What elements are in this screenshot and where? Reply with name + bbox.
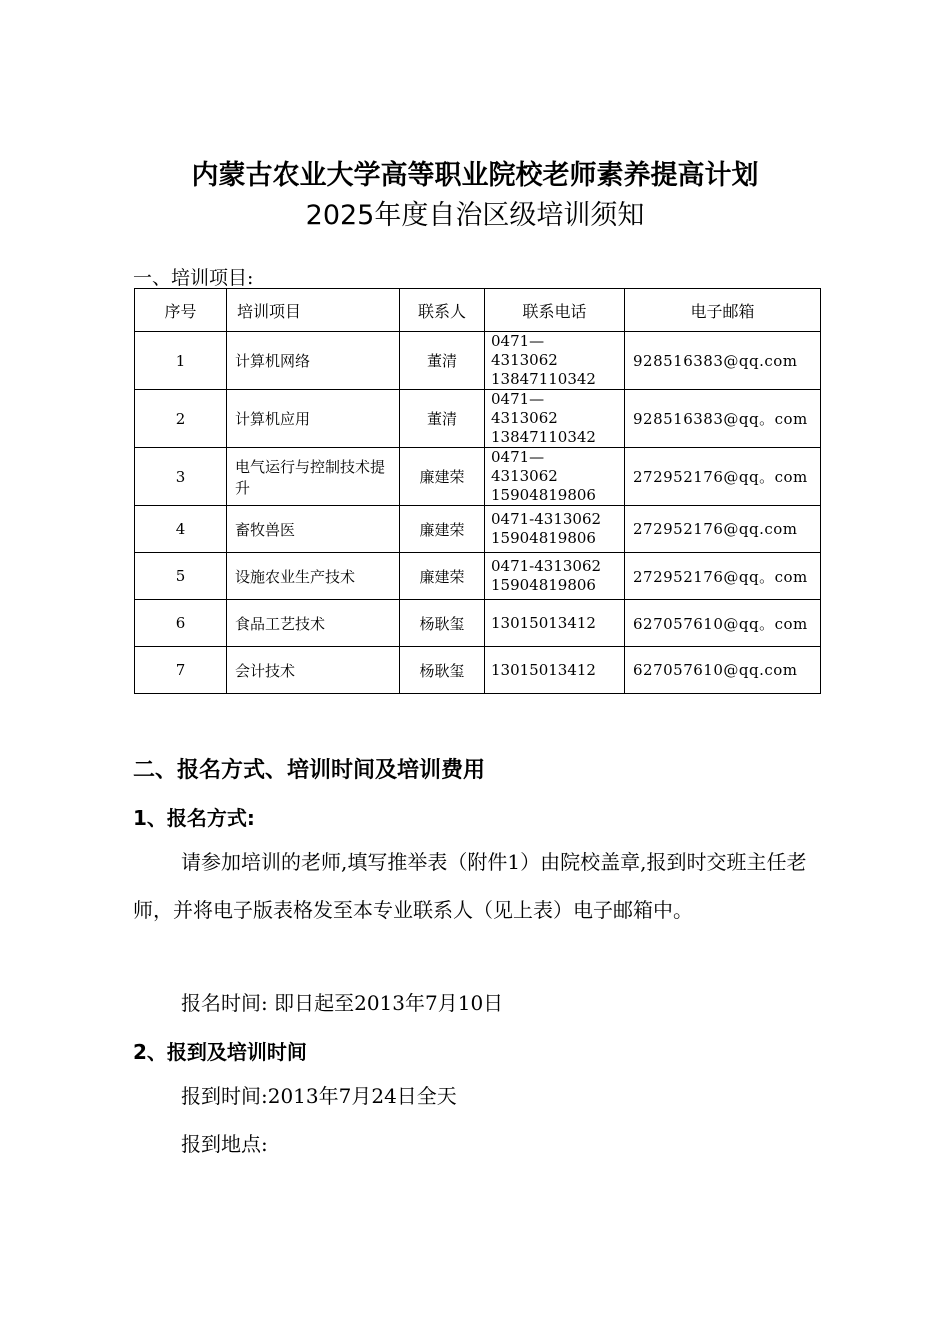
cell-no (135, 332, 227, 390)
cell-project (227, 332, 400, 390)
cell-phone (485, 600, 625, 647)
header-contact: 联系人 (400, 289, 485, 332)
cell-contact-text: 廉建荣 (419, 567, 465, 586)
cell-email (625, 448, 821, 506)
cell-no-text: 7 (175, 661, 186, 679)
table-row (135, 553, 821, 600)
cell-project (227, 390, 400, 448)
cell-email-text: 627057610@qq。com (633, 614, 808, 633)
cell-contact-text: 董清 (426, 352, 457, 370)
cell-phone-text: 0471— (491, 332, 545, 350)
cell-contact (400, 600, 485, 647)
table-row (135, 506, 821, 553)
document-title: 内蒙古农业大学高等职业院校老师素养提高计划 (191, 160, 759, 191)
cell-no-text: 3 (175, 467, 186, 486)
cell-email-text: 272952176@qq.com (633, 520, 798, 538)
cell-project (227, 448, 400, 506)
cell-phone-text: 0471— (491, 390, 545, 408)
cell-contact (400, 448, 485, 506)
cell-no (135, 506, 227, 553)
signup-time: 报名时间: 即日起至2013年7月10日 (181, 991, 504, 1015)
document-subtitle: 2025年度自治区级培训须知 (305, 200, 645, 231)
cell-no (135, 553, 227, 600)
header-email: 电子邮箱 (625, 289, 821, 332)
cell-project-text: 电气运行与控制技术提升 (235, 457, 386, 497)
cell-project (227, 600, 400, 647)
cell-no-text: 5 (175, 567, 186, 585)
table-row (135, 600, 821, 647)
cell-project-text: 畜牧兽医 (235, 520, 296, 539)
cell-phone-text: 4313062 (491, 467, 558, 485)
cell-contact (400, 390, 485, 448)
cell-phone (485, 506, 625, 553)
cell-project-text: 食品工艺技术 (235, 614, 326, 633)
cell-phone-text: 13015013412 (491, 613, 596, 632)
cell-project-text: 会计技术 (235, 661, 296, 680)
cell-no-text: 1 (175, 351, 186, 370)
cell-project-text: 计算机应用 (235, 410, 311, 428)
cell-phone-text: 15904819806 (491, 486, 596, 504)
cell-phone-text: 0471— (491, 448, 545, 466)
cell-contact (400, 553, 485, 600)
cell-email (625, 506, 821, 553)
table-row (135, 448, 821, 506)
cell-phone-text: 15904819806 (491, 576, 596, 594)
cell-email (625, 553, 821, 600)
cell-no (135, 390, 227, 448)
cell-no-text: 6 (175, 614, 186, 632)
registration-paragraph: 请参加培训的老师,填写推举表（附件1）由院校盖章,报到时交班主任老师，并将电子版表格发至本专业联系人（见上表）电子邮箱中。 (133, 850, 807, 922)
cell-contact-text: 廉建荣 (419, 520, 465, 539)
cell-phone-text: 4313062 (491, 409, 558, 427)
table-header-row (135, 289, 821, 332)
cell-phone (485, 332, 625, 390)
table-body (135, 332, 821, 694)
header-no: 序号 (135, 289, 227, 332)
cell-no (135, 448, 227, 506)
cell-no-text: 4 (175, 520, 186, 538)
cell-phone (485, 390, 625, 448)
cell-phone-text: 13847110342 (491, 370, 596, 388)
cell-phone-text: 0471-4313062 (491, 510, 602, 528)
section-heading-projects: 一、培训项目: (133, 267, 254, 289)
cell-email-text: 928516383@qq.com (633, 351, 798, 370)
subheading-report-time: 2、报到及培训时间 (133, 1040, 307, 1064)
section-heading-registration: 二、报名方式、培训时间及培训费用 (133, 758, 486, 783)
cell-email (625, 390, 821, 448)
cell-no (135, 600, 227, 647)
subheading-registration-method: 1、报名方式: (133, 806, 255, 830)
cell-project-text: 计算机网络 (235, 352, 311, 370)
cell-phone-text: 15904819806 (491, 529, 596, 547)
report-place: 报到地点: (181, 1132, 268, 1156)
cell-email (625, 647, 821, 694)
cell-contact-text: 杨耿玺 (419, 614, 465, 633)
cell-contact-text: 杨耿玺 (419, 661, 465, 680)
cell-no (135, 647, 227, 694)
header-project: 培训项目 (227, 289, 400, 332)
cell-contact-text: 廉建荣 (419, 468, 465, 486)
cell-phone-text: 0471-4313062 (491, 557, 602, 575)
table-row (135, 647, 821, 694)
cell-phone (485, 448, 625, 506)
cell-email (625, 332, 821, 390)
table-row (135, 390, 821, 448)
cell-email-text: 627057610@qq.com (633, 661, 798, 679)
header-phone: 联系电话 (485, 289, 625, 332)
cell-project (227, 553, 400, 600)
cell-email-text: 928516383@qq。com (633, 410, 808, 428)
cell-phone (485, 647, 625, 694)
cell-project (227, 647, 400, 694)
cell-contact-text: 董清 (426, 410, 457, 428)
table-row (135, 332, 821, 390)
cell-contact (400, 647, 485, 694)
cell-project (227, 506, 400, 553)
report-time: 报到时间:2013年7月24日全天 (181, 1084, 457, 1108)
cell-phone (485, 553, 625, 600)
cell-contact (400, 506, 485, 553)
cell-email (625, 600, 821, 647)
cell-email-text: 272952176@qq。com (633, 468, 808, 486)
cell-project-text: 设施农业生产技术 (235, 567, 356, 586)
cell-email-text: 272952176@qq。com (633, 567, 808, 586)
cell-no-text: 2 (175, 409, 186, 428)
training-projects-table (134, 288, 821, 694)
cell-phone-text: 13847110342 (491, 428, 596, 446)
cell-phone-text: 13015013412 (491, 660, 596, 679)
cell-contact (400, 332, 485, 390)
cell-phone-text: 4313062 (491, 351, 558, 369)
